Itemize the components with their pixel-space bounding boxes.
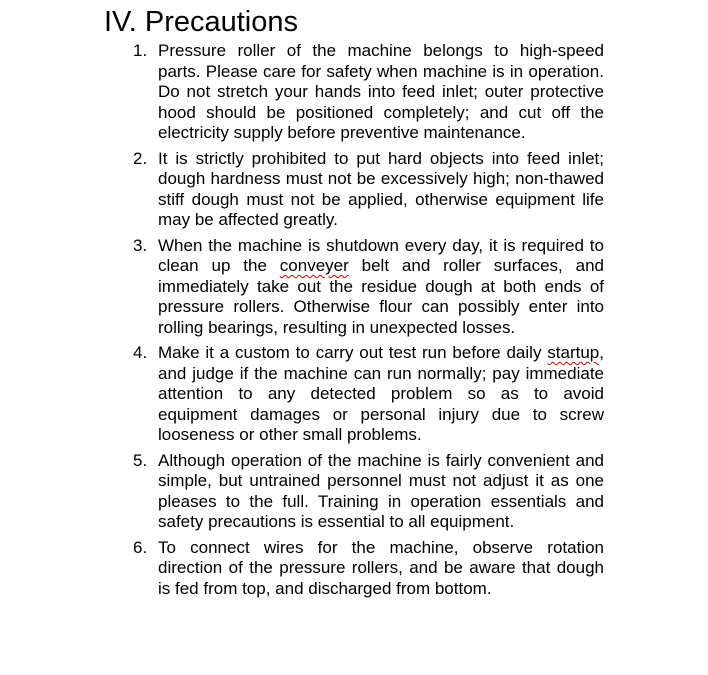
- item-text: Make it a custom to carry out test run before daily: [158, 343, 548, 362]
- precaution-item-5: [133, 451, 604, 533]
- precaution-item-4: [133, 343, 604, 446]
- item-number: 4.: [133, 343, 148, 362]
- item-number: 1.: [133, 41, 148, 60]
- item-number: 3.: [133, 235, 148, 255]
- item-text: , and judge if the machine can run normally; pay immediate attention to any detected problem so as to avoid equipment damages or personal injury due to screw looseness or other small problems.: [158, 343, 604, 444]
- item-number: 2.: [133, 148, 148, 168]
- precaution-item-6: [133, 538, 604, 600]
- item-text: Pressure roller of the machine belongs to high-speed parts. Please care for safety when machine is in operation. Do not stretch your hands into feed inlet; outer protective hood should be positioned completely; and cut off the electricity supply before preventive maintenance.: [158, 41, 604, 142]
- precaution-item-1: [133, 41, 604, 144]
- item-number: 6.: [133, 537, 148, 557]
- item-text: Although operation of the machine is fairly convenient and simple, but untrained personnel must not adjust it as one pleases to the full. Training in operation essentials and safety precautions is essential to all equipment.: [158, 450, 604, 531]
- precautions-list: [133, 41, 604, 599]
- precaution-item-3: [133, 236, 604, 339]
- section-title: IV. Precautions: [104, 6, 298, 38]
- item-text: It is strictly prohibited to put hard objects into feed inlet; dough hardness must not be excessively high; non-thawed stiff dough must not be applied, otherwise equipment life may be affected greatly.: [158, 148, 604, 229]
- item-text: To connect wires for the machine, observe rotation direction of the pressure rollers, and be aware that dough is fed from top, and discharged from bottom.: [158, 537, 604, 598]
- spellcheck-flagged-word: startup: [547, 343, 600, 362]
- precaution-item-2: [133, 149, 604, 231]
- item-number: 5.: [133, 450, 148, 470]
- spellcheck-flagged-word: conveyer: [279, 256, 349, 275]
- item-text: When the machine is shutdown every day, it is required to clean up the: [158, 235, 604, 275]
- item-text: belt and roller surfaces, and immediately take out the residue dough at both ends of pressure rollers. Otherwise flour can possibly enter into rolling bearings, resulting in unexpected losses.: [158, 256, 604, 337]
